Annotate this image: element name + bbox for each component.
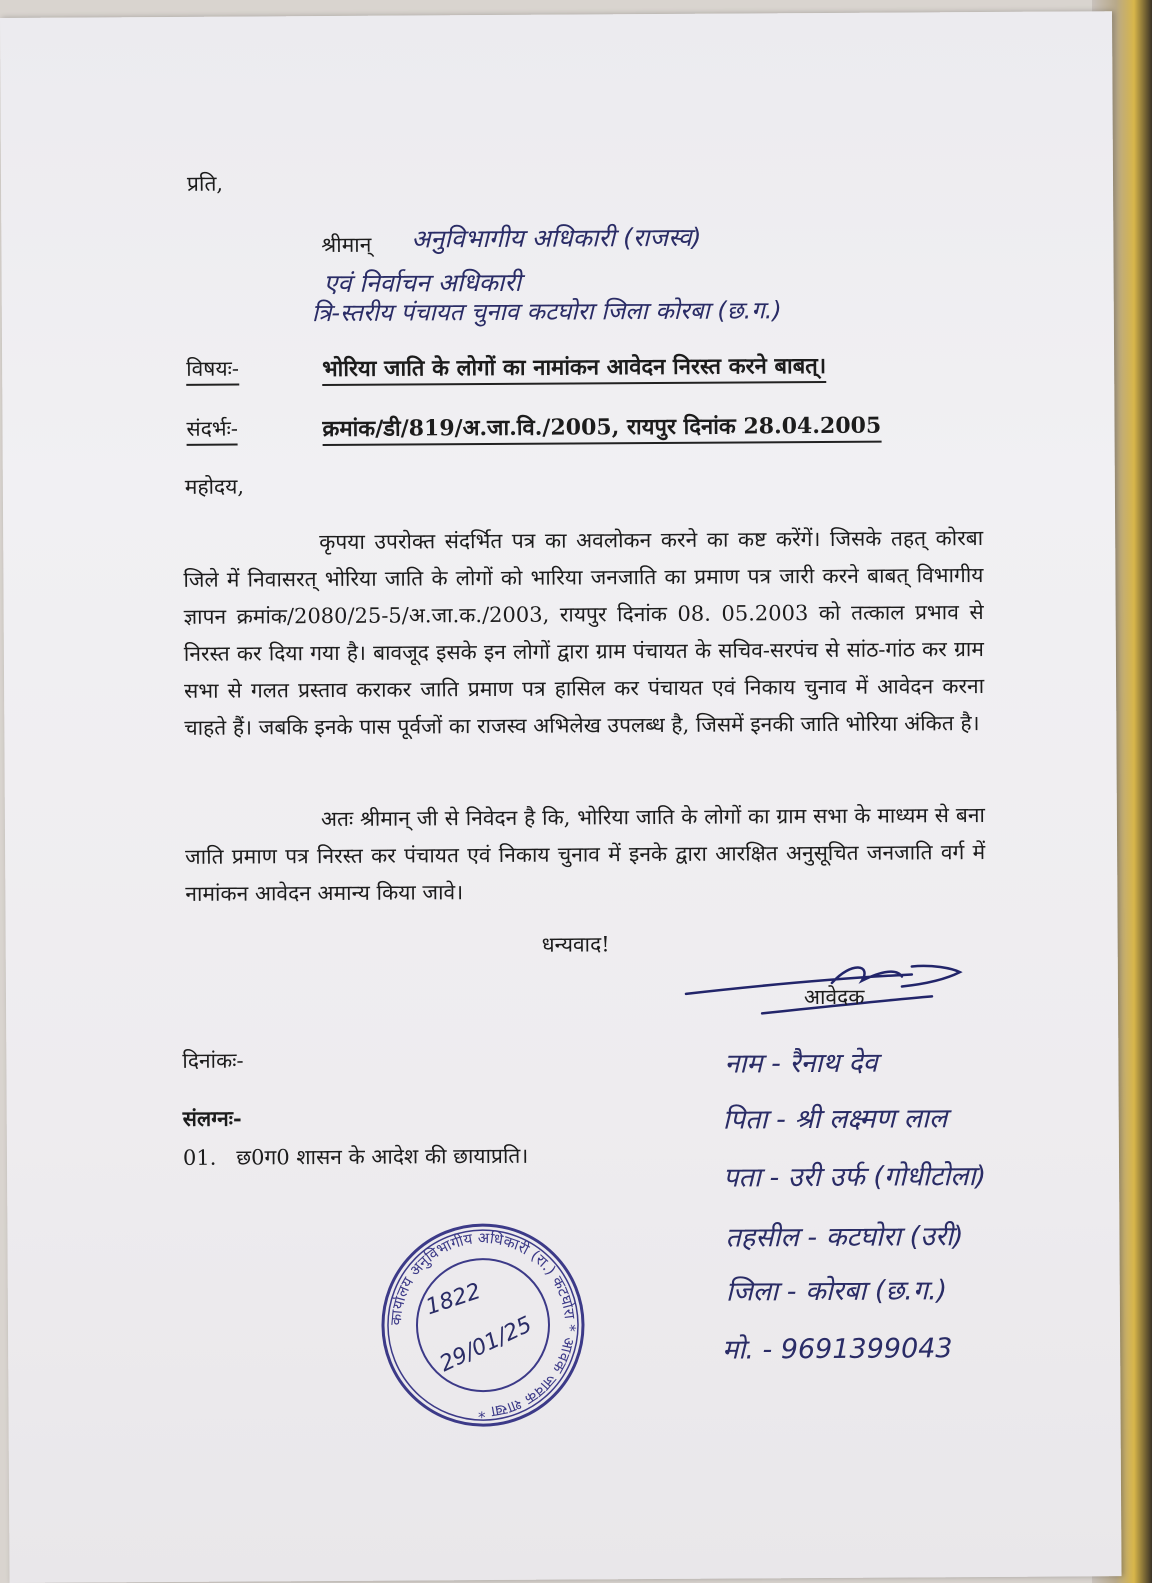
- reference-text: क्रमांक/डी/819/अ.जा.वि./2005, रायपुर दिनांक 28.04.2005: [322, 410, 881, 446]
- applicant-address: पता - उरी उर्फ (गोधीटोला): [723, 1160, 987, 1194]
- applicant-label: आवेदक: [803, 984, 865, 1010]
- prati-text: प्रति,: [186, 171, 224, 196]
- body-paragraph-2: अतः श्रीमान् जी से निवेदन है कि, भोरिया जाति के लोगों का ग्राम सभा के माध्यम से बना जाति प्रमाण पत्र निरस्त कर पंचायत एवं निकाय चुनाव में इनके द्वारा आरक्षित अनुसूचित जनजाति वर्ग में नामांकन आवेदन अमान्य किया जावे।: [185, 802, 986, 906]
- applicant-father: पिता - श्री लक्ष्मण लाल: [722, 1103, 948, 1136]
- reference-label: संदर्भः-: [186, 415, 238, 446]
- svg-text:कार्यालय अनुविभागीय अधिकारी (र: कार्यालय अनुविभागीय अधिकारी (रा.) कटघोरा * आवक जावक शाखा *: [386, 1229, 580, 1422]
- applicant-mobile: मो. - 9691399043: [722, 1333, 953, 1366]
- date-label: दिनांकः-: [182, 1048, 244, 1073]
- thanks-text: धन्यवाद!: [541, 932, 610, 957]
- enclosure-item: 01. छ0ग0 शासन के आदेश की छायाप्रति।: [182, 1143, 529, 1170]
- svg-text:29/01/25: 29/01/25: [436, 1312, 537, 1378]
- addressee-line1: अनुविभागीय अधिकारी (राजस्व): [411, 222, 702, 254]
- svg-text:1822: 1822: [422, 1278, 484, 1321]
- applicant-tehsil: तहसील - कटघोरा (उरी): [725, 1221, 964, 1254]
- applicant-name: नाम - रैनाथ देव: [724, 1047, 878, 1080]
- salutation: महोदय,: [184, 474, 245, 499]
- enclosure-label: संलग्नः-: [182, 1105, 242, 1131]
- office-stamp: [377, 1219, 588, 1430]
- subject-label: विषयः-: [186, 355, 239, 386]
- applicant-district: जिला - कोरबा (छ.ग.): [725, 1275, 948, 1308]
- addressee-line2: एवं निर्वाचन अधिकारी: [323, 267, 522, 299]
- addressee-line3: त्रि-स्तरीय पंचायत चुनाव कटघोरा जिला कोरबा (छ.ग.): [311, 296, 782, 328]
- subject-text: भोरिया जाति के लोगों का नामांकन आवेदन निरस्त करने बाबत्।: [322, 350, 826, 386]
- addressee-shriman: श्रीमान्: [321, 232, 372, 258]
- letter-page: [0, 11, 1122, 1583]
- stamp-seal-icon: [377, 1219, 588, 1430]
- body-paragraph-1: कृपया उपरोक्त संदर्भित पत्र का अवलोकन करने का कष्ट करेंगें। जिसके तहत् कोरबा जिले में निवासरत् भोरिया जाति के लोगों को भारिया जनजाति का प्रमाण पत्र जारी करने बाबत् विभागीय ज्ञापन क्रमांक/2080/25-5/अ.जा.क./2003, रायपुर दिनांक 08. 05.2003 को तत्काल प्रभाव से निरस्त कर दिया गया है। बावजूद इसके इन लोगों द्वारा ग्राम पंचायत के सचिव-सरपंच से सांठ-गांठ कर ग्राम सभा से गलत प्रस्ताव कराकर जाति प्रमाण पत्र हासिल कर पंचायत एवं निकाय चुनाव में आवेदन करना चाहते हैं। जबकि इनके पास पूर्वजों का राजस्व अभिलेख उपलब्ध है, जिसमें इनकी जाति भोरिया अंकित है।: [183, 526, 985, 740]
